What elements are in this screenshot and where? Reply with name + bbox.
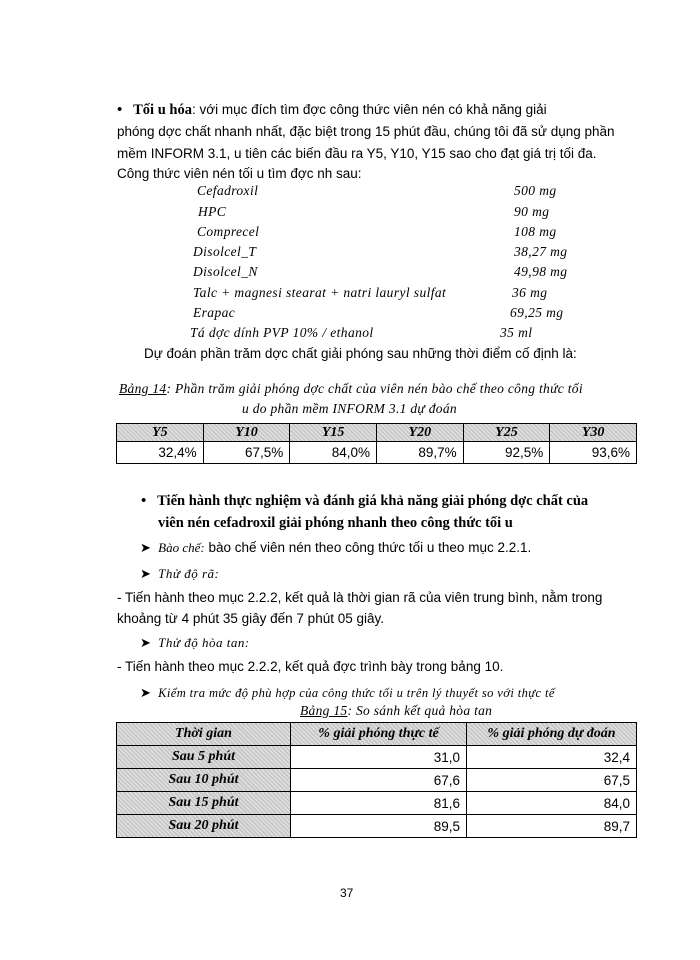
item2-text1: - Tiến hành theo mục 2.2.2, kết quả là thời gian rã của viên trung bình, nằm trong xyxy=(117,590,603,605)
item3 xyxy=(140,632,250,654)
table14-header: Y5 xyxy=(117,424,204,442)
table15-cell: 31,0 xyxy=(291,746,467,769)
table15-row-label: Sau 10 phút xyxy=(117,769,291,792)
table15-header: Thời gian xyxy=(117,723,291,746)
arrow-icon: ➤ xyxy=(140,635,151,650)
table14-header: Y15 xyxy=(290,424,377,442)
item1-text: bào chế viên nén theo công thức tối u theo mục 2.2.1. xyxy=(204,540,532,555)
table15-cell: 89,5 xyxy=(291,815,467,838)
table14-cell: 92,5% xyxy=(463,442,550,464)
section1-line1 xyxy=(117,99,547,121)
arrow-icon: ➤ xyxy=(140,540,151,555)
table14-caption2: u do phần mềm INFORM 3.1 dự đoán xyxy=(242,401,457,416)
formula-amount: 90 mg xyxy=(514,204,550,219)
table-row xyxy=(117,746,637,769)
table14 xyxy=(116,423,637,464)
bullet-icon: • xyxy=(117,102,123,118)
formula-amount: 35 ml xyxy=(500,325,533,340)
item3-label: Thử độ hòa tan: xyxy=(158,635,250,650)
table15-header: % giải phóng dự đoán xyxy=(467,723,637,746)
item4 xyxy=(140,682,555,704)
table-row xyxy=(117,815,637,838)
page-number: 37 xyxy=(340,886,354,900)
arrow-icon: ➤ xyxy=(140,685,151,700)
table15-row-label: Sau 5 phút xyxy=(117,746,291,769)
section1-text3: mềm INFORM 3.1, u tiên các biến đầu ra Y5, Y10, Y15 sao cho đạt giá trị tối đa. xyxy=(117,146,597,161)
formula-name: Talc + magnesi stearat + natri lauryl sulfat xyxy=(193,285,447,300)
section1-text4: Công thức viên nén tối u tìm đợc nh sau: xyxy=(117,166,362,181)
table15-row-label: Sau 20 phút xyxy=(117,815,291,838)
table14-header: Y20 xyxy=(376,424,463,442)
table15-cell: 81,6 xyxy=(291,792,467,815)
item2 xyxy=(140,563,219,585)
section2-title1: Tiến hành thực nghiệm và đánh giá khả năng giải phóng dợc chất của xyxy=(157,493,589,509)
item2-text2: khoảng từ 4 phút 35 giây đến 7 phút 05 giây. xyxy=(117,611,384,626)
formula-amount: 49,98 mg xyxy=(514,264,568,279)
formula-name: Erapac xyxy=(193,305,236,320)
table15-cell: 32,4 xyxy=(467,746,637,769)
formula-amount: 69,25 mg xyxy=(510,305,564,320)
formula-amount: 38,27 mg xyxy=(514,244,568,259)
table15-cell: 84,0 xyxy=(467,792,637,815)
formula-name: Tá dợc dính PVP 10% / ethanol xyxy=(190,325,374,340)
table-row xyxy=(117,769,637,792)
section1-title: Tối u hóa xyxy=(133,102,192,118)
table15-label: Bảng 15 xyxy=(300,703,348,718)
table14-cell: 93,6% xyxy=(550,442,637,464)
table15-header: % giải phóng thực tế xyxy=(291,723,467,746)
bullet-icon: • xyxy=(141,493,147,509)
table15-caption: : So sánh kết quả hòa tan xyxy=(347,703,493,718)
section1-text1: : với mục đích tìm đợc công thức viên nén có khả năng giải xyxy=(191,102,547,117)
item1 xyxy=(140,537,531,559)
formula-name: Disolcel_N xyxy=(193,264,258,279)
table15-row-label: Sau 15 phút xyxy=(117,792,291,815)
table14-label: Bảng 14 xyxy=(119,381,167,396)
formula-amount: 500 mg xyxy=(514,183,557,198)
item2-label: Thử độ rã: xyxy=(158,566,220,581)
section2-title-line1 xyxy=(141,491,588,512)
predict-text: Dự đoán phần trăm dợc chất giải phóng sau những thời điểm cố định là: xyxy=(144,346,577,361)
formula-name: Comprecel xyxy=(197,224,260,239)
formula-name: Disolcel_T xyxy=(193,244,257,259)
item1-label: Bào chế: xyxy=(158,540,205,555)
table14-header: Y25 xyxy=(463,424,550,442)
item3-text: - Tiến hành theo mục 2.2.2, kết quả đợc trình bày trong bảng 10. xyxy=(117,659,504,674)
table14-cell: 67,5% xyxy=(203,442,290,464)
formula-name: Cefadroxil xyxy=(197,183,259,198)
arrow-icon: ➤ xyxy=(140,566,151,581)
table14-cell: 84,0% xyxy=(290,442,377,464)
table14-cell: 32,4% xyxy=(117,442,204,464)
table14-header: Y10 xyxy=(203,424,290,442)
table14-header: Y30 xyxy=(550,424,637,442)
table14-cell: 89,7% xyxy=(376,442,463,464)
table15-caption-line xyxy=(300,703,492,719)
item4-label: Kiểm tra mức độ phù hợp của công thức tối u trên lý thuyết so với thực tế xyxy=(158,686,555,700)
table14-caption1: : Phần trăm giải phóng dợc chất của viên nén bào chế theo công thức tối xyxy=(166,381,583,396)
table15-cell: 67,6 xyxy=(291,769,467,792)
table15 xyxy=(116,722,637,838)
section1-text2: phóng dợc chất nhanh nhất, đặc biệt trong 15 phút đầu, chúng tôi đã sử dụng phần xyxy=(117,124,615,139)
table15-cell: 67,5 xyxy=(467,769,637,792)
section2-title2: viên nén cefadroxil giải phóng nhanh theo công thức tối u xyxy=(158,515,513,531)
table15-cell: 89,7 xyxy=(467,815,637,838)
table-row xyxy=(117,792,637,815)
table14-caption-line1 xyxy=(119,381,583,397)
formula-amount: 108 mg xyxy=(514,224,557,239)
formula-amount: 36 mg xyxy=(512,285,548,300)
formula-name: HPC xyxy=(198,204,227,219)
